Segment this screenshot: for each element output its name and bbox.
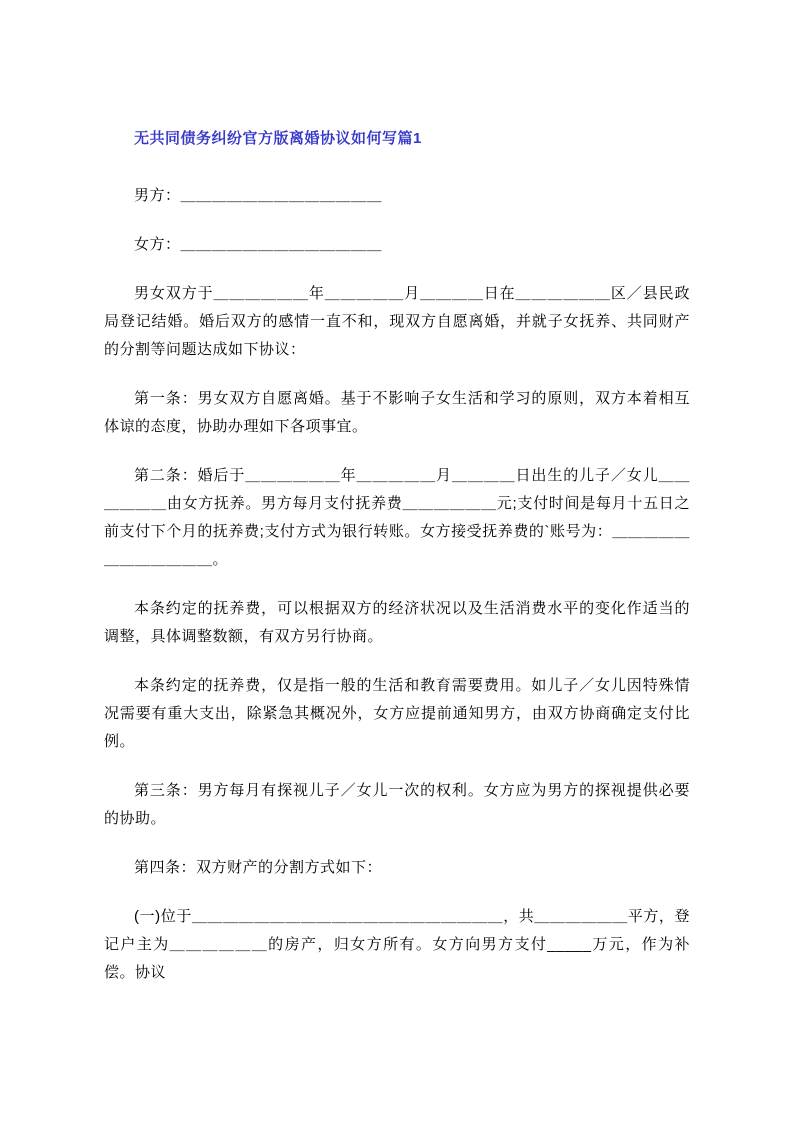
paragraph-party-female: 女方：＿＿＿＿＿＿＿＿＿＿＿＿＿ bbox=[134, 236, 383, 253]
paragraph-party-male: 男方：＿＿＿＿＿＿＿＿＿＿＿＿＿ bbox=[134, 187, 383, 204]
paragraph-article-2-adjustment: 本条约定的抚养费，可以根据双方的经济状况以及生活消费水平的变化作适当的调整，具体调整数额，有双方另行协商。 bbox=[104, 600, 690, 645]
paragraph-article-2: 第二条：婚后于＿＿＿＿＿＿年＿＿＿＿＿月＿＿＿＿日出生的儿子／女儿＿＿＿＿＿＿由女方抚养。男方每月支付抚养费＿＿＿＿＿＿元;支付时间是每月十五日之前支付下个月的抚养费;支付方式为银行转账。女方接受抚养费的`账号为：＿＿＿＿＿＿＿＿＿＿＿＿。 bbox=[104, 467, 690, 568]
paragraph-article-1: 第一条：男女双方自愿离婚。基于不影响子女生活和学习的原则，双方本着相互体谅的态度，协助办理如下各项事宜。 bbox=[104, 390, 690, 435]
paragraph-article-3: 第三条：男方每月有探视儿子／女儿一次的权利。女方应为男方的探视提供必要的协助。 bbox=[104, 782, 690, 827]
paragraph-preamble: 男女双方于＿＿＿＿＿＿年＿＿＿＿＿月＿＿＿＿日在＿＿＿＿＿＿区／县民政局登记结婚。婚后双方的感情一直不和，现双方自愿离婚，并就子女抚养、共同财产的分割等问题达成如下协议： bbox=[104, 285, 690, 358]
paragraph-property-item-1: (一)位于＿＿＿＿＿＿＿＿＿＿＿＿＿＿＿＿＿＿＿＿，共＿＿＿＿＿＿平方，登记户主为＿＿＿＿＿＿的房产，归女方所有。女方向男方支付_____万元，作为补偿。协议 bbox=[104, 908, 690, 981]
paragraph-article-2-scope: 本条约定的抚养费，仅是指一般的生活和教育需要费用。如儿子／女儿因特殊情况需要有重大支出，除紧急其概况外，女方应提前通知男方，由双方协商确定支付比例。 bbox=[104, 677, 690, 750]
paragraph-article-4: 第四条：双方财产的分割方式如下： bbox=[134, 859, 383, 876]
document-title: 无共同债务纠纷官方版离婚协议如何写篇1 bbox=[134, 130, 422, 147]
